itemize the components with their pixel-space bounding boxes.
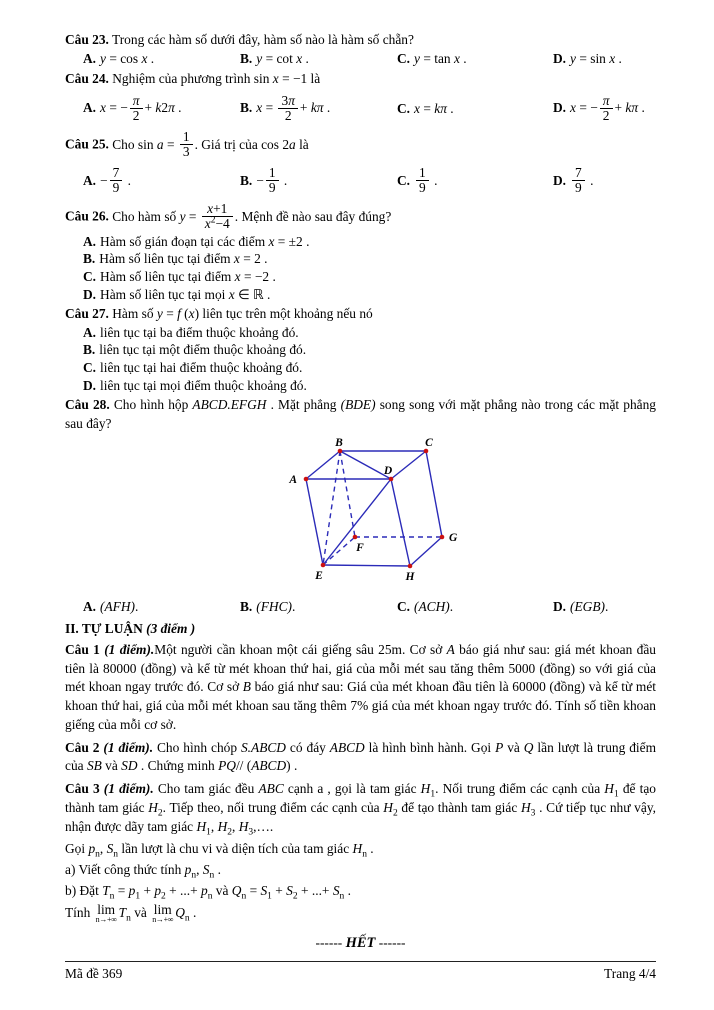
- option-24-d: D. x = − $\frac{\pi}{2}$ + kπ .: [553, 92, 645, 123]
- essay-problem-3-tinh: Tính lim n→+∞ $T_n$ và lim n→+∞ $Q_n$ .: [65, 901, 197, 925]
- option-23-a: A. y = cos x .: [83, 50, 155, 66]
- question-28-intro: Câu 28. Cho hình hộp ABCD.EFGH . Mặt phẳng (BDE) song song với mặt phẳng nào trong các mặt phẳng sau đây?: [65, 396, 656, 431]
- option-25-b: B. − $\frac{1}{9}$ .: [240, 164, 288, 195]
- question-25-options: [65, 160, 656, 202]
- option-27-b: B. liên tục tại một điểm thuộc khoảng đó.: [83, 342, 307, 358]
- essay-problem-3: Câu 3 (1 điểm). Cho tam giác đều ABC cạnh a , gọi là tam giác $H_1$. Nối trung điểm các cạnh của $H_1$ để tạo thành tam giác $H_2$. Tiếp theo, nối trung điểm các cạnh của $H_2$ để tạo thành tam giác $H_3$ . Cứ tiếp tục như vậy, nhận được dãy tam giác $H_1$, $H_2$, $H_3,\dots$.: [65, 781, 656, 838]
- page-number: Trang 4/4: [604, 966, 656, 981]
- exam-code: Mã đề 369: [65, 966, 123, 981]
- option-28-a: A. (AFH).: [83, 599, 139, 615]
- option-24-c: C. x = kπ .: [397, 100, 454, 116]
- option-26-d: D. Hàm số liên tục tại mọi x ∈ ℝ .: [83, 287, 271, 303]
- option-25-a: A. − $\frac{7}{9}$ .: [83, 164, 131, 195]
- question-27-options: [65, 324, 656, 395]
- vertex-label-b: B: [335, 438, 343, 450]
- hexahedron-figure: [281, 438, 491, 596]
- question-28-options: [65, 598, 656, 617]
- question-23: [65, 31, 656, 69]
- option-24-b: B. x = $\frac{3\pi}{2}$ + kπ .: [240, 92, 331, 123]
- vertex-label-a: A: [289, 474, 297, 487]
- question-27-intro: Câu 27. Hàm số y = f (x) liên tục trên một khoảng nếu nó: [65, 305, 373, 321]
- option-23-b: B. y = cot x .: [240, 50, 309, 66]
- vertex-dot-g: [440, 535, 445, 540]
- question-24-options: [65, 88, 656, 130]
- option-28-d: D. (EGB).: [553, 599, 609, 615]
- essay-problem-3-goi: Gọi $p_n$, $S_n$ lần lượt là chu vi và diện tích của tam giác $H_n$ .: [65, 841, 374, 861]
- question-25-intro: Câu 25. Cho sin a = $\frac{1}{3}$ . Giá trị của cos 2a là: [65, 129, 309, 160]
- essay-problem-2: Câu 2 (1 điểm). Cho hình chóp S.ABCD có đáy ABCD là hình bình hành. Gọi P và Q lần lượt là trung điểm của SB và SD . Chứng minh PQ// (ABCD) .: [65, 739, 656, 774]
- question-28-label: Câu 28.: [65, 396, 110, 412]
- question-28: [65, 396, 656, 617]
- option-26-c: C. Hàm số liên tục tại điểm x = −2 .: [83, 269, 276, 285]
- option-23-c: C. y = tan x .: [397, 50, 467, 66]
- question-26-options: [65, 233, 656, 304]
- option-27-a: A. liên tục tại ba điểm thuộc khoảng đó.: [83, 324, 299, 340]
- question-27-label: Câu 27.: [65, 305, 109, 321]
- vertex-dot-d: [389, 477, 394, 482]
- essay-problem-1: Câu 1 (1 điểm).Một người cần khoan một cái giếng sâu 25m. Cơ sở A báo giá như sau: giá mét khoan đầu tiên là 80000 (đồng) và kể từ mét khoan thứ hai, giá của mỗi mét sau tăng thêm 5000 (đồng) so với giá của mét khoan ngay trước đó. Cơ sở B báo giá như sau: Giá của mét khoan đầu tiên là 60000 (đồng) và kể từ mét khoan thứ hai, giá của mỗi mét khoan sau tăng thêm 7% giá của mét khoan ngay trước đó. Tính số tiền khoan giếng của mỗi cơ sở.: [65, 641, 656, 732]
- option-25-c: C. $\frac{1}{9}$ .: [397, 164, 438, 195]
- vertex-label-f: F: [356, 542, 364, 555]
- vertex-label-g: G: [449, 532, 458, 545]
- option-25-d: D. $\frac{7}{9}$ .: [553, 164, 594, 195]
- end-label: HẾT: [345, 935, 376, 952]
- vertex-dot-h: [408, 564, 413, 569]
- question-24: [65, 70, 656, 131]
- section-2-heading: [65, 620, 656, 639]
- end-marker: ------ HẾT ------: [315, 935, 406, 952]
- vertex-label-c: C: [425, 438, 433, 450]
- option-28-b: B. (FHC).: [240, 599, 296, 615]
- section-2-points: (3 điểm ): [142, 621, 196, 636]
- question-27: [65, 305, 656, 395]
- option-26-b: B. Hàm số liên tục tại điểm x = 2 .: [83, 251, 268, 267]
- vertex-label-d: D: [383, 465, 393, 478]
- page-footer: [65, 961, 656, 984]
- question-26-intro: Câu 26. Cho hàm số y = $\frac{x+1}{x^2-4}$ . Mệnh đề nào sau đây đúng?: [65, 201, 392, 232]
- vertex-dot-c: [424, 449, 429, 454]
- section-2-title: II. TỰ LUẬN: [65, 621, 143, 636]
- question-24-intro: Câu 24. Nghiệm của phương trình sin x = −1 là: [65, 70, 321, 86]
- essay-problem-3-part-a: a) Viết công thức tính $p_n$, $S_n$ .: [65, 862, 221, 881]
- option-28-c: C. (ACH).: [397, 599, 454, 615]
- option-24-a: A. x = − $\frac{\pi}{2}$ + k2π .: [83, 92, 182, 123]
- vertex-label-h: H: [405, 571, 415, 584]
- question-23-intro: Câu 23. Trong các hàm số dưới đây, hàm số nào là hàm số chẵn?: [65, 32, 414, 47]
- vertex-dot-e: [321, 563, 326, 568]
- option-27-d: D. liên tục tại mọi điểm thuộc khoảng đó.: [83, 378, 307, 394]
- question-24-label: Câu 24.: [65, 70, 109, 86]
- essay-problem-3-part-b: b) Đặt $T_n = p_1 + p_2$ + ...+ $p_n$ và $Q_n = S_1 + S_2$ + ...+ $S_n$ .: [65, 882, 351, 902]
- option-26-a: A. Hàm số gián đoạn tại các điểm x = ±2 .: [83, 233, 310, 249]
- question-25: [65, 131, 656, 202]
- question-26-label: Câu 26.: [65, 209, 109, 225]
- vertex-label-e: E: [315, 570, 323, 583]
- question-25-label: Câu 25.: [65, 136, 109, 152]
- vertex-dot-f: [353, 535, 358, 540]
- option-27-c: C. liên tục tại hai điểm thuộc khoảng đó.: [83, 360, 303, 376]
- vertex-dot-b: [338, 449, 343, 454]
- option-23-d: D. y = sin x .: [553, 50, 622, 66]
- question-26: [65, 203, 656, 303]
- question-23-label: Câu 23.: [65, 32, 109, 47]
- question-23-options: [65, 50, 656, 69]
- box-figure-svg: [281, 438, 491, 590]
- vertex-dot-a: [304, 477, 309, 482]
